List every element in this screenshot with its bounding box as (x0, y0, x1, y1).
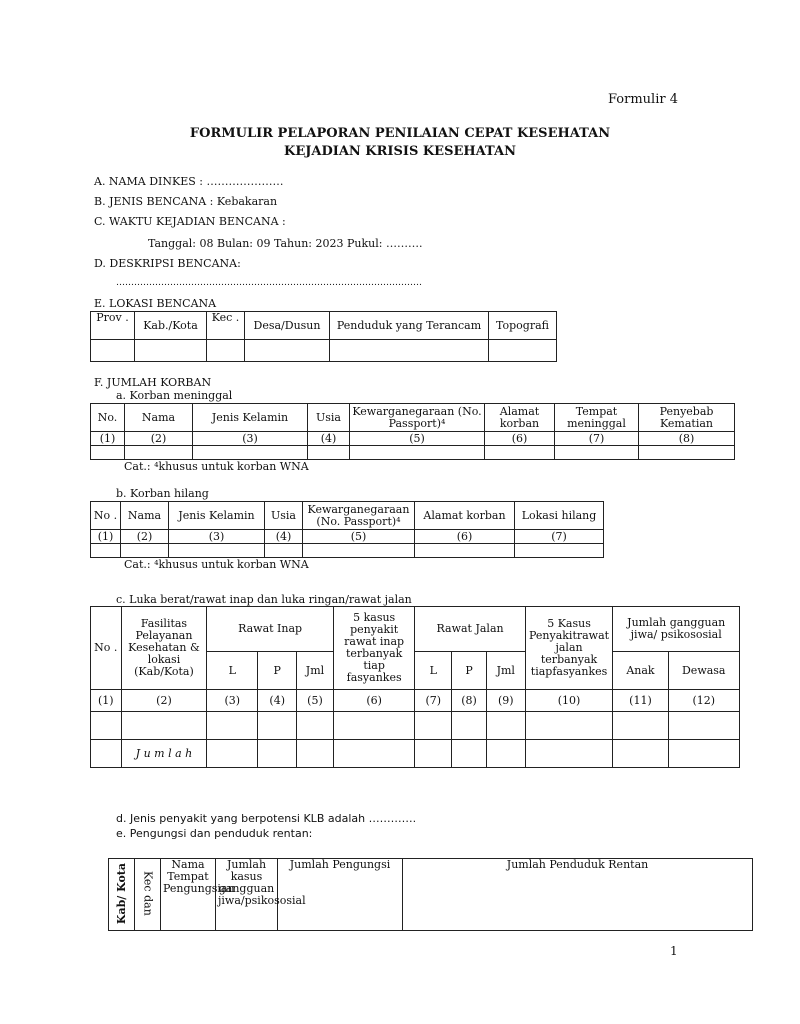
column-number: (5) (297, 690, 334, 712)
column-number: (5) (350, 432, 485, 446)
header-no: No . (91, 607, 122, 690)
form-label: Formulir 4 (608, 92, 678, 107)
column-number: (2) (121, 690, 207, 712)
column-number: (12) (668, 690, 740, 712)
header-kab-kota (109, 859, 135, 931)
table-cell[interactable] (169, 544, 265, 558)
table-header: Alamat korban (415, 502, 515, 530)
header-rawat-jalan: Rawat Jalan (415, 607, 525, 652)
pengungsi-table (108, 858, 753, 931)
table-header: No . (91, 502, 121, 530)
table-cell[interactable] (258, 712, 297, 740)
header-jml: Jml (486, 652, 525, 690)
column-number: (9) (486, 690, 525, 712)
table-header: Kewarganegaraan (No. Passport)⁴ (350, 404, 485, 432)
table-header: Penduduk yang Terancam (330, 312, 489, 340)
column-number: (1) (91, 530, 121, 544)
table-cell[interactable] (515, 544, 604, 558)
column-number: (2) (121, 530, 169, 544)
header-kec-label: Kec dan (141, 870, 155, 916)
table-cell[interactable] (485, 446, 555, 460)
table-header: No. (91, 404, 125, 432)
table-cell[interactable] (330, 340, 489, 362)
table-cell[interactable] (452, 712, 487, 740)
column-number: (8) (639, 432, 735, 446)
table-cell[interactable] (308, 446, 350, 460)
column-number: (8) (452, 690, 487, 712)
header-kab-kota-label: Kab/ Kota (114, 863, 128, 925)
section-c: C. WAKTU KEJADIAN BENCANA : (94, 215, 286, 228)
table-cell[interactable] (333, 712, 415, 740)
table-header: Desa/Dusun (245, 312, 330, 340)
table-cell[interactable] (245, 340, 330, 362)
korban-hilang-table (90, 501, 604, 558)
section-d2: d. Jenis penyakit yang berpotensi KLB adalah …………. (116, 812, 417, 825)
table-cell[interactable] (297, 712, 334, 740)
column-number: (7) (555, 432, 639, 446)
table-header: Jenis Kelamin (193, 404, 308, 432)
table-cell[interactable] (91, 340, 135, 362)
table-header: Topografi (489, 312, 557, 340)
table-cell[interactable] (91, 544, 121, 558)
korban-hilang-note: Cat.: ⁴khusus untuk korban WNA (124, 558, 309, 571)
table-cell[interactable] (452, 740, 487, 768)
table-cell[interactable] (91, 712, 122, 740)
table-cell[interactable] (415, 740, 452, 768)
table-cell[interactable] (668, 740, 740, 768)
section-d-dots: ………………………………………………………………………………………… (116, 278, 422, 288)
column-number: (2) (125, 432, 193, 446)
table-cell[interactable] (121, 712, 207, 740)
luka-table (90, 606, 740, 768)
column-number: (3) (193, 432, 308, 446)
column-number: (5) (303, 530, 415, 544)
table-cell[interactable] (489, 340, 557, 362)
header-5kasus-inap: 5 kasus penyakit rawat inap terbanyak tiap fasyankes (333, 607, 415, 690)
luka-label: c. Luka berat/rawat inap dan luka ringan/rawat jalan (116, 593, 412, 606)
table-cell[interactable] (303, 544, 415, 558)
table-cell[interactable] (525, 740, 613, 768)
header-jumlah-rentan: Jumlah Penduduk Rentan (403, 859, 753, 931)
table-cell[interactable] (486, 712, 525, 740)
table-cell[interactable] (135, 340, 207, 362)
header-jumlah-pengungsi: Jumlah Pengungsi (278, 859, 403, 931)
korban-hilang-label: b. Korban hilang (116, 487, 209, 500)
column-number: (7) (415, 690, 452, 712)
column-number: (1) (91, 432, 125, 446)
column-number: (3) (169, 530, 265, 544)
header-kec (135, 859, 161, 931)
section-e: E. LOKASI BENCANA (94, 297, 217, 310)
table-header: Kec . (207, 312, 245, 340)
table-cell[interactable] (333, 740, 415, 768)
column-number: (4) (265, 530, 303, 544)
header-l: L (207, 652, 258, 690)
header-rawat-inap: Rawat Inap (207, 607, 334, 652)
header-anak: Anak (613, 652, 668, 690)
jumlah-label: J u m l a h (121, 740, 207, 768)
korban-meninggal-label: a. Korban meninggal (116, 389, 233, 402)
column-number: (6) (333, 690, 415, 712)
table-header: Lokasi hilang (515, 502, 604, 530)
title-line-2: KEJADIAN KRISIS KESEHATAN (284, 144, 516, 159)
table-cell[interactable] (265, 544, 303, 558)
section-b: B. JENIS BENCANA : Kebakaran (94, 195, 278, 208)
table-header: Kab./Kota (135, 312, 207, 340)
table-header: Penyebab Kematian (639, 404, 735, 432)
section-e2: e. Pengungsi dan penduduk rentan: (116, 827, 313, 840)
table-header: Tempat meninggal (555, 404, 639, 432)
table-cell[interactable] (555, 446, 639, 460)
table-header: Nama (121, 502, 169, 530)
table-cell[interactable] (486, 740, 525, 768)
lokasi-table (90, 311, 557, 362)
section-c-detail: Tanggal: 08 Bulan: 09 Tahun: 2023 Pukul: ………. (148, 237, 423, 250)
table-cell[interactable] (125, 446, 193, 460)
table-header: Alamat korban (485, 404, 555, 432)
section-f: F. JUMLAH KORBAN (94, 376, 212, 389)
header-jumlah-kasus: Jumlah kasus gangguan jiwa/psikososial (216, 859, 278, 931)
column-number: (10) (525, 690, 613, 712)
header-5kasus-jalan: 5 Kasus Penyakitrawat jalan terbanyak tiapfasyankes (525, 607, 613, 690)
column-number: (7) (515, 530, 604, 544)
column-number: (4) (308, 432, 350, 446)
table-cell[interactable] (415, 712, 452, 740)
table-cell[interactable] (613, 712, 668, 740)
table-cell[interactable] (91, 446, 125, 460)
header-jiwa: Jumlah gangguan jiwa/ psikososial (613, 607, 740, 652)
column-number: (3) (207, 690, 258, 712)
table-header: Jenis Kelamin (169, 502, 265, 530)
header-p: P (258, 652, 297, 690)
table-cell[interactable] (91, 740, 122, 768)
table-header: Prov . (91, 312, 135, 340)
title-line-1: FORMULIR PELAPORAN PENILAIAN CEPAT KESEHATAN (189, 126, 611, 141)
table-cell[interactable] (613, 740, 668, 768)
column-number: (4) (258, 690, 297, 712)
section-d: D. DESKRIPSI BENCANA: (94, 257, 241, 270)
column-number: (11) (613, 690, 668, 712)
table-cell[interactable] (207, 712, 258, 740)
korban-meninggal-note: Cat.: ⁴khusus untuk korban WNA (124, 460, 309, 473)
table-header: Usia (265, 502, 303, 530)
table-header: Usia (308, 404, 350, 432)
table-cell[interactable] (525, 712, 613, 740)
column-number: (1) (91, 690, 122, 712)
header-dewasa: Dewasa (668, 652, 740, 690)
header-l: L (415, 652, 452, 690)
header-p: P (452, 652, 487, 690)
column-number: (6) (485, 432, 555, 446)
table-header: Nama (125, 404, 193, 432)
table-cell[interactable] (193, 446, 308, 460)
table-cell[interactable] (297, 740, 334, 768)
header-jml: Jml (297, 652, 334, 690)
korban-meninggal-table (90, 403, 735, 460)
column-number: (6) (415, 530, 515, 544)
header-nama-tempat: Nama Tempat Pengungsian (161, 859, 216, 931)
table-cell[interactable] (207, 340, 245, 362)
section-a: A. NAMA DINKES : ………………… (94, 175, 284, 188)
table-cell[interactable] (350, 446, 485, 460)
table-cell[interactable] (258, 740, 297, 768)
table-cell[interactable] (415, 544, 515, 558)
table-cell[interactable] (668, 712, 740, 740)
table-header: Kewarganegaraan (No. Passport)⁴ (303, 502, 415, 530)
table-cell[interactable] (207, 740, 258, 768)
header-fasilitas: Fasilitas Pelayanan Kesehatan & lokasi (Kab/Kota) (121, 607, 207, 690)
table-cell[interactable] (639, 446, 735, 460)
table-cell[interactable] (121, 544, 169, 558)
page-number: 1 (670, 944, 678, 958)
